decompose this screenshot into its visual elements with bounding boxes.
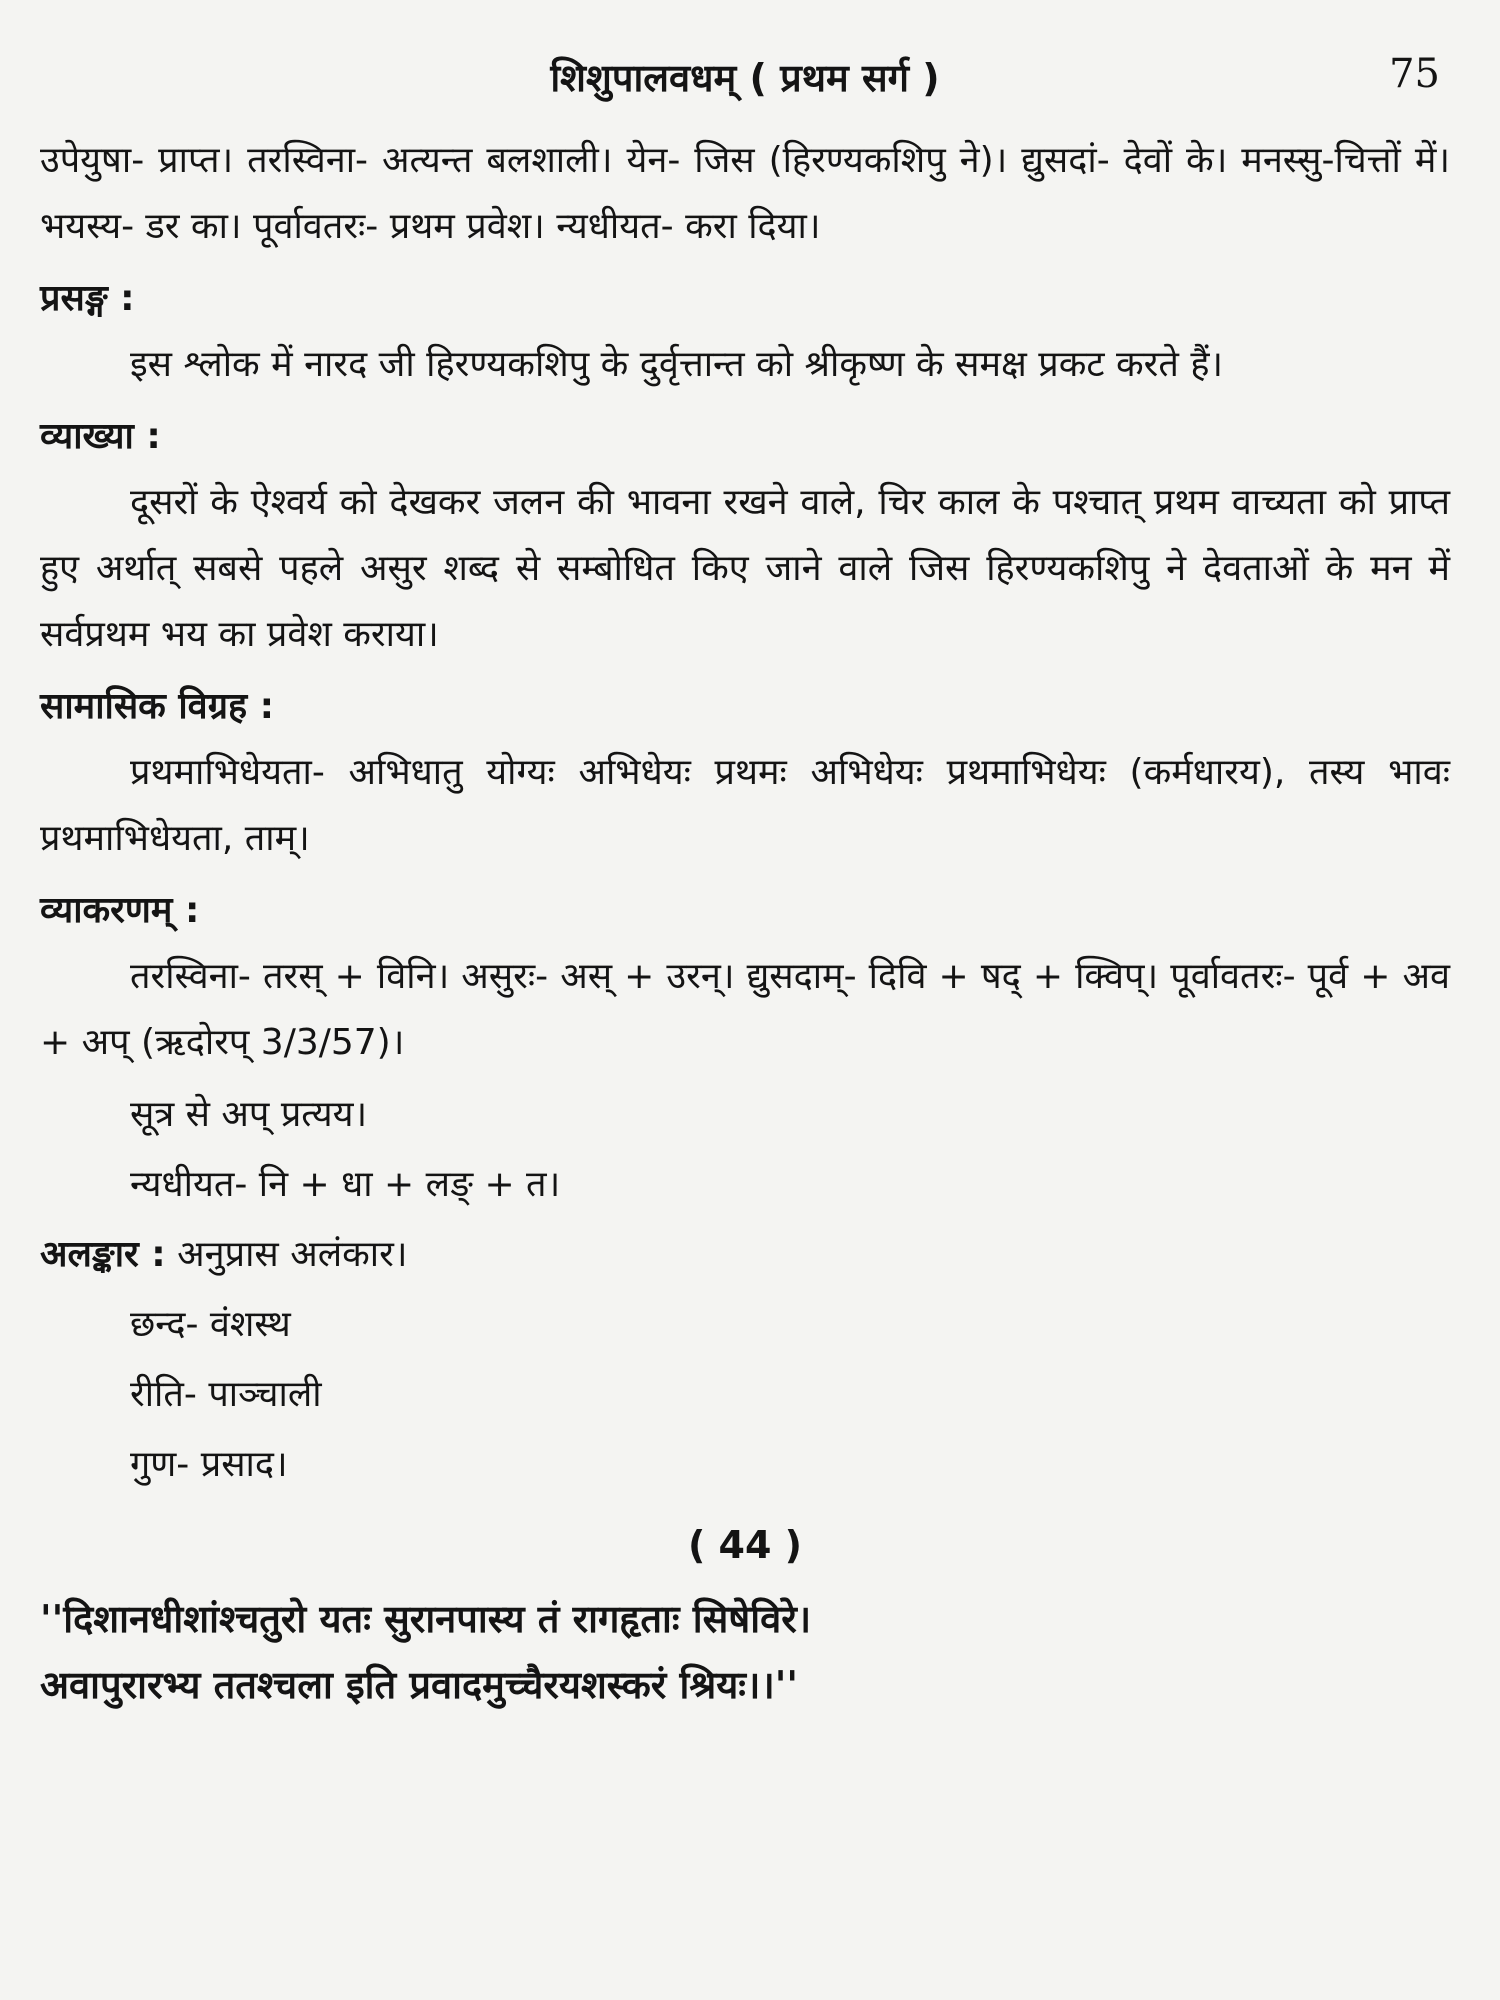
chhand-line: छन्द- वंशस्थ <box>130 1304 291 1345</box>
running-header <box>40 40 1450 120</box>
vyakaranam-line-2: सूत्र से अप् प्रत्यय। <box>130 1094 368 1135</box>
verse-number: ( 44 ) <box>687 1523 803 1567</box>
book-page <box>40 40 1450 1960</box>
prasang-paragraph: इस श्लोक में नारद जी हिरण्यकशिपु के दुर्वृत्तान्त को श्रीकृष्ण के समक्ष प्रकट करते हैं। <box>130 344 1224 385</box>
vyakaranam-paragraph: तरस्विना- तरस् + विनि। असुरः- अस् + उरन्। द्युसदाम्- दिवि + षद् + क्विप्। पूर्वावतरः- पूर्व + अव + अप् (ऋदोरप् 3/3/57)। <box>40 956 1450 1063</box>
alankar-value: अनुप्रास अलंकार। <box>177 1234 408 1275</box>
page-number: 75 <box>1389 51 1440 97</box>
word-meaning-paragraph: उपेयुषा- प्राप्त। तरस्विना- अत्यन्त बलशाली। येन- जिस (हिरण्यकशिपु ने)। द्युसदां- देवों के। मनस्सु-चित्तों में। भयस्य- डर का। पूर्वावतरः- प्रथम प्रवेश। न्यधीयत- करा दिया। <box>40 140 1450 247</box>
verse-line-2: अवापुरारभ्य ततश्चला इति प्रवादमुच्चैरयशस्करं श्रियः।।'' <box>40 1663 799 1707</box>
samasik-vigrah-paragraph: प्रथमाभिधेयता- अभिधातु योग्यः अभिधेयः प्रथमः अभिधेयः प्रथमाभिधेयः (कर्मधारय), तस्य भावः प्रथमाभिधेयता, ताम्। <box>40 752 1450 859</box>
verse-line-1: ''दिशानधीशांश्चतुरो यतः सुरानपास्य तं रागहृताः सिषेविरे। <box>40 1597 812 1641</box>
vyakhya-paragraph: दूसरों के ऐश्वर्य को देखकर जलन की भावना रखने वाले, चिर काल के पश्चात् प्रथम वाच्यता को प्राप्त हुए अर्थात् सबसे पहले असुर शब्द से सम्बोधित किए जाने वाले जिस हिरण्यकशिपु ने देवताओं के मन में सर्वप्रथम भय का प्रवेश कराया। <box>40 482 1450 655</box>
page-content <box>40 128 1450 1718</box>
alankar-heading: अलङ्कार : <box>40 1234 166 1275</box>
vyakaranam-line-3: न्यधीयत- नि + धा + लङ् + त। <box>130 1164 561 1205</box>
samasik-vigrah-heading: सामासिक विग्रह : <box>40 686 275 727</box>
running-title: शिशुपालवधम् ( प्रथम सर्ग ) <box>550 56 940 100</box>
vyakaranam-heading: व्याकरणम् : <box>40 890 200 931</box>
gun-line: गुण- प्रसाद। <box>130 1444 288 1485</box>
prasang-heading: प्रसङ्ग : <box>40 278 135 319</box>
alankar-line <box>40 1222 1450 1288</box>
vyakhya-heading: व्याख्या : <box>40 416 161 457</box>
riti-line: रीति- पाञ्चाली <box>130 1374 322 1415</box>
